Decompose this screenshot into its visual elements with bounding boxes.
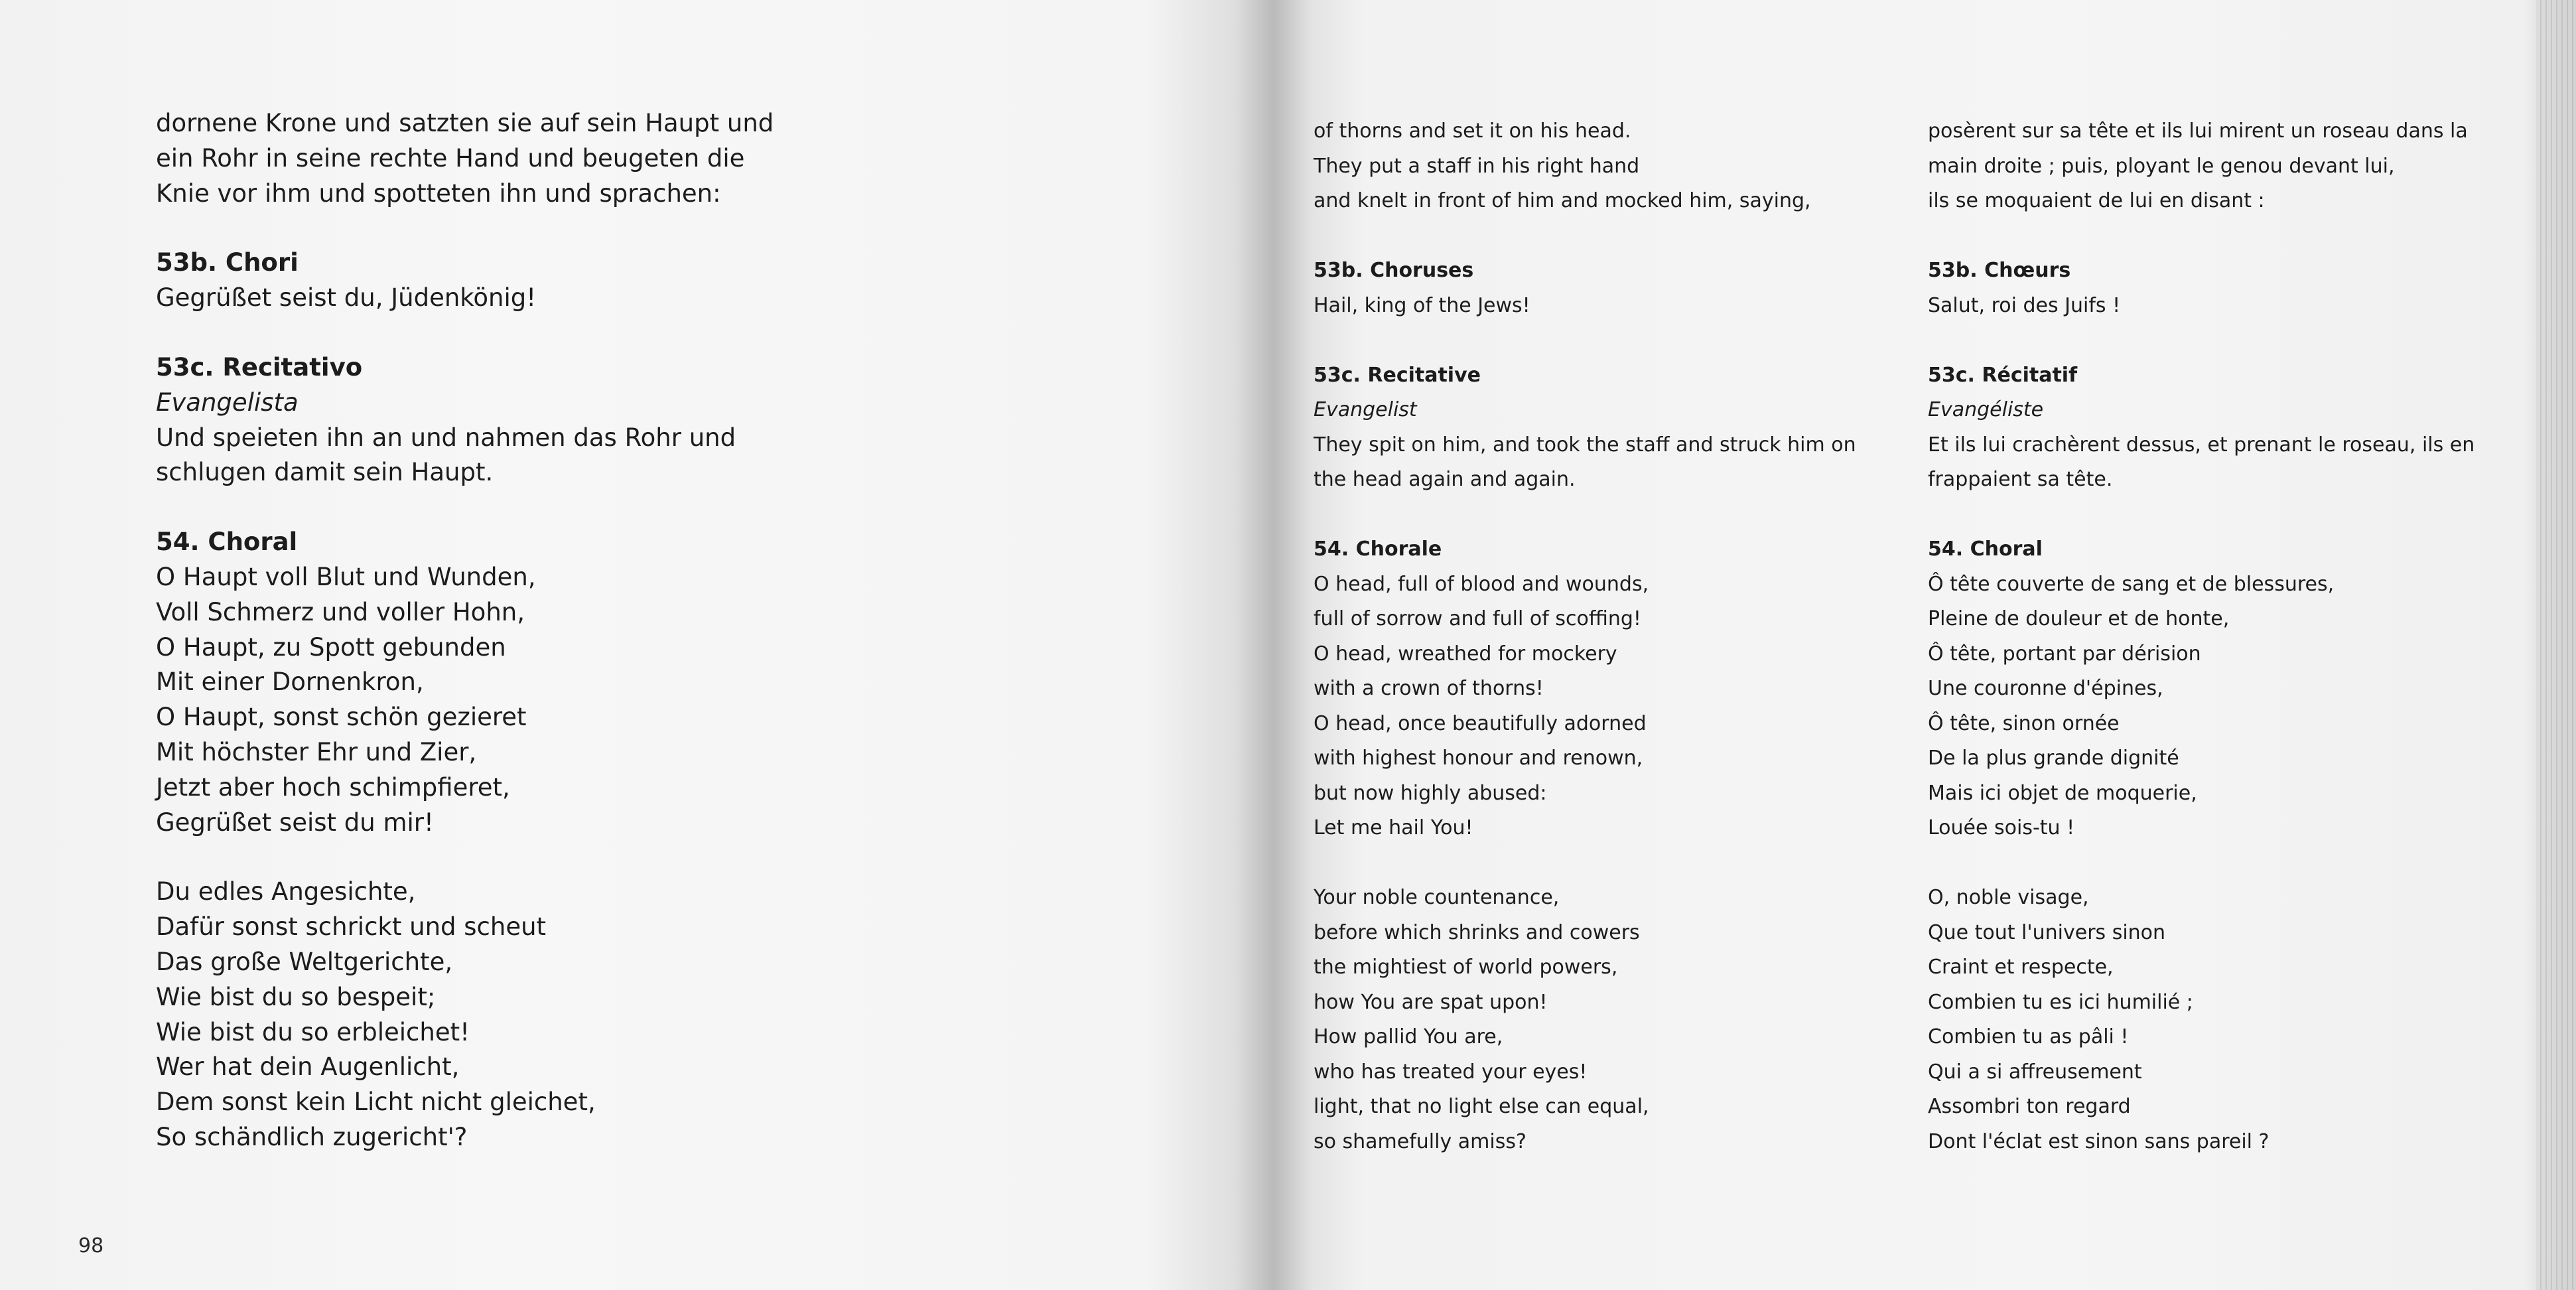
- verse-line: Das große Weltgerichte,: [156, 947, 453, 976]
- speaker-label: Evangelist: [1314, 398, 1417, 421]
- verse-line: O head, once beautifully adorned: [1314, 711, 1647, 735]
- verse-line: with a crown of thorns!: [1314, 677, 1544, 700]
- intro-line: posèrent sur sa tête et ils lui mirent un roseau dans la: [1928, 119, 2468, 143]
- verse-line: light, that no light else can equal,: [1314, 1095, 1649, 1118]
- verse-line: Mais ici objet de moquerie,: [1928, 781, 2197, 805]
- verse-line: Mit höchster Ehr und Zier,: [156, 737, 477, 766]
- verse-line: so shamefully amiss?: [1314, 1129, 1526, 1153]
- section-heading-53b: 53b. Choruses: [1314, 259, 1474, 282]
- verse-line: Combien tu es ici humilié ;: [1928, 990, 2193, 1014]
- verse-line: Une couronne d'épines,: [1928, 677, 2163, 700]
- verse-line: Let me hail You!: [1314, 816, 1473, 839]
- verse-line: Qui a si affreusement: [1928, 1060, 2142, 1084]
- verse-line: Gegrüßet seist du mir!: [156, 808, 434, 837]
- verse-line: O Haupt voll Blut und Wunden,: [156, 562, 536, 591]
- verse-line: Your noble countenance,: [1314, 886, 1560, 909]
- intro-line: dornene Krone und satzten sie auf sein Haupt und: [156, 109, 774, 137]
- verse-line: Wer hat dein Augenlicht,: [156, 1052, 460, 1082]
- intro-line: main droite ; puis, ployant le genou devant lui,: [1928, 154, 2395, 178]
- verse-line: Salut, roi des Juifs !: [1928, 293, 2121, 317]
- verse-line: who has treated your eyes!: [1314, 1060, 1588, 1084]
- verse-line: Dafür sonst schrickt und scheut: [156, 912, 547, 942]
- verse-line: Louée sois-tu !: [1928, 816, 2075, 839]
- verse-line: Combien tu as pâli !: [1928, 1025, 2129, 1048]
- verse-line: O, noble visage,: [1928, 886, 2089, 909]
- verse-line: Craint et respecte,: [1928, 956, 2114, 979]
- page-edge: [2536, 0, 2576, 1290]
- section-heading-54: 54. Choral: [1928, 538, 2043, 561]
- verse-line: frappaient sa tête.: [1928, 468, 2113, 491]
- intro-line: Knie vor ihm und spotteten ihn und sprachen:: [156, 179, 721, 208]
- german-text-column: [156, 106, 819, 1155]
- page-number-left: 98: [78, 1234, 104, 1257]
- english-text-column: [1314, 114, 1884, 1159]
- verse-line: Et ils lui crachèrent dessus, et prenant le roseau, ils en: [1928, 433, 2475, 457]
- section-heading-54: 54. Choral: [156, 528, 298, 557]
- verse-line: how You are spat upon!: [1314, 990, 1548, 1014]
- verse-line: the mightiest of world powers,: [1314, 956, 1618, 979]
- verse-line: Du edles Angesichte,: [156, 877, 416, 906]
- intro-line: ein Rohr in seine rechte Hand und beugeten die: [156, 143, 745, 173]
- verse-line: Hail, king of the Jews!: [1314, 293, 1530, 317]
- section-heading-53c: 53c. Recitative: [1314, 363, 1481, 387]
- verse-line: the head again and again.: [1314, 468, 1576, 491]
- speaker-label: Evangéliste: [1928, 398, 2044, 421]
- french-text-column: [1928, 114, 2525, 1159]
- verse-line: Gegrüßet seist du, Jüdenkönig!: [156, 283, 537, 313]
- section-heading-53b: 53b. Chœurs: [1928, 259, 2071, 282]
- section-heading-53c: 53c. Récitatif: [1928, 363, 2078, 387]
- intro-line: and knelt in front of him and mocked him, saying,: [1314, 189, 1811, 212]
- verse-line: De la plus grande dignité: [1928, 747, 2179, 770]
- verse-line: Voll Schmerz und voller Hohn,: [156, 597, 525, 626]
- speaker-label: Evangelista: [156, 388, 299, 417]
- verse-line: O head, wreathed for mockery: [1314, 642, 1617, 666]
- intro-line: of thorns and set it on his head.: [1314, 119, 1631, 143]
- verse-line: Wie bist du so bespeit;: [156, 982, 436, 1011]
- verse-line: Ô tête couverte de sang et de blessures,: [1928, 572, 2335, 596]
- verse-line: Pleine de douleur et de honte,: [1928, 607, 2230, 630]
- verse-line: O head, full of blood and wounds,: [1314, 572, 1649, 596]
- verse-line: O Haupt, sonst schön gezieret: [156, 703, 527, 732]
- verse-line: Ô tête, sinon ornée: [1928, 711, 2120, 735]
- verse-line: Assombri ton regard: [1928, 1095, 2131, 1118]
- section-heading-54: 54. Chorale: [1314, 538, 1442, 561]
- left-page: [0, 0, 1274, 1290]
- verse-line: Wie bist du so erbleichet!: [156, 1017, 470, 1046]
- verse-line: Mit einer Dornenkron,: [156, 668, 424, 697]
- verse-line: O Haupt, zu Spott gebunden: [156, 632, 506, 662]
- verse-line: They spit on him, and took the staff and struck him on: [1314, 433, 1856, 457]
- verse-line: Und speieten ihn an und nahmen das Rohr und: [156, 423, 736, 452]
- verse-line: Dem sonst kein Licht nicht gleichet,: [156, 1088, 596, 1117]
- verse-line: but now highly abused:: [1314, 781, 1547, 805]
- verse-line: Jetzt aber hoch schimpfieret,: [156, 772, 510, 802]
- section-heading-53b: 53b. Chori: [156, 248, 299, 277]
- verse-line: with highest honour and renown,: [1314, 747, 1643, 770]
- verse-line: schlugen damit sein Haupt.: [156, 458, 494, 487]
- verse-line: full of sorrow and full of scoffing!: [1314, 607, 1641, 630]
- section-heading-53c: 53c. Recitativo: [156, 352, 363, 382]
- verse-line: So schändlich zugericht'?: [156, 1122, 468, 1151]
- intro-line: ils se moquaient de lui en disant :: [1928, 189, 2265, 212]
- verse-line: How pallid You are,: [1314, 1025, 1503, 1048]
- verse-line: before which shrinks and cowers: [1314, 920, 1640, 944]
- verse-line: Ô tête, portant par dérision: [1928, 642, 2201, 666]
- verse-line: Dont l'éclat est sinon sans pareil ?: [1928, 1129, 2270, 1153]
- intro-line: They put a staff in his right hand: [1314, 154, 1640, 178]
- verse-line: Que tout l'univers sinon: [1928, 920, 2166, 944]
